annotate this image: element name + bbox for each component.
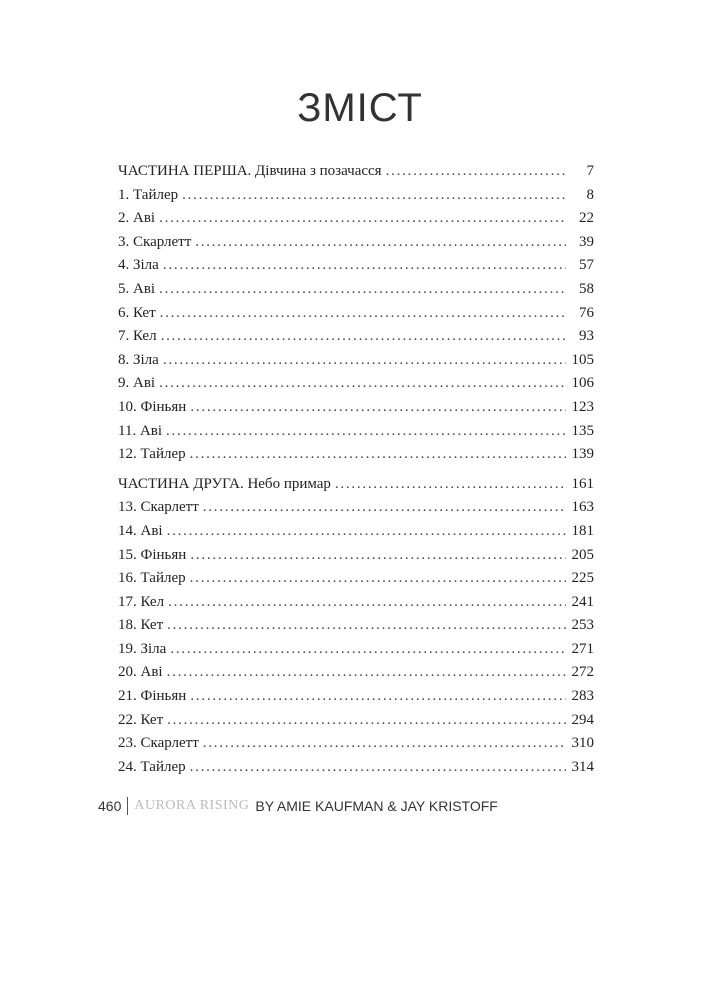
toc-leader-dots [203,732,566,756]
toc-chapter-row [118,496,594,520]
toc-part-row [118,473,594,497]
toc-leader-dots [161,325,566,349]
toc-chapter-label: 3. Скарлетт [118,233,192,250]
toc-page-number: 58 [579,280,594,297]
toc-part-label: ЧАСТИНА ПЕРША. Дівчина з позачасся [118,163,382,179]
toc-leader-dots [335,473,566,497]
toc-chapter-label: 23. Скарлетт [118,735,199,752]
toc-page-number: 294 [571,711,594,728]
toc-chapter-row [118,325,594,349]
toc-chapter-label: 15. Фіньян [118,546,187,563]
toc-chapter-row [118,302,594,326]
toc-chapter-label: 11. Аві [118,422,163,439]
toc-chapter-label: 17. Кел [118,593,165,610]
toc-chapter-label: 6. Кет [118,304,156,321]
toc-leader-dots [182,184,566,208]
toc-chapter-label: 9. Аві [118,375,156,392]
toc-chapter-label: 2. Аві [118,210,156,227]
toc-chapter-row [118,756,594,780]
toc-chapter-row [118,520,594,544]
toc-page-number: 161 [571,475,594,492]
toc-chapter-label: 10. Фіньян [118,398,187,415]
toc-chapter-row [118,732,594,756]
toc-chapter-label: 13. Скарлетт [118,499,199,516]
toc-leader-dots [170,638,566,662]
toc-page-number: 253 [571,617,594,634]
toc-leader-dots [190,685,566,709]
toc-chapter-row [118,396,594,420]
toc-page-number: 57 [579,257,594,274]
toc-page-number: 139 [571,446,594,463]
toc-chapter-row [118,420,594,444]
toc-chapter-label: 18. Кет [118,617,164,634]
toc-leader-dots [159,372,566,396]
toc-chapter-label: 1. Тайлер [118,186,179,203]
toc-chapter-label: 7. Кел [118,328,157,345]
toc-page-number: 283 [571,688,594,705]
toc-leader-dots [160,302,566,326]
toc-chapter-row [118,278,594,302]
toc-chapter-label: 12. Тайлер [118,446,186,463]
toc-page-number: 123 [571,398,594,415]
toc-part-row [118,160,594,184]
toc-leader-dots [159,207,566,231]
toc-part-label: ЧАСТИНА ДРУГА. Небо примар [118,475,331,492]
toc-chapter-row [118,349,594,373]
toc-leader-dots [167,709,566,733]
toc-leader-dots [203,496,566,520]
toc-leader-dots [159,278,566,302]
page-title: ЗМІСТ [297,86,423,130]
toc-chapter-label: 5. Аві [118,280,156,297]
toc-page-number: 310 [571,735,594,752]
toc-chapter-row [118,591,594,615]
toc-leader-dots [190,396,566,420]
toc-chapter-row [118,709,594,733]
toc-page-number: 135 [571,422,594,439]
toc-chapter-label: 21. Фіньян [118,688,187,705]
toc-chapter-row [118,614,594,638]
footer-authors: BY AMIE KAUFMAN & JAY KRISTOFF [255,798,498,814]
toc-chapter-row [118,544,594,568]
toc-chapter-row [118,661,594,685]
toc-page-number: 76 [579,304,594,321]
toc-leader-dots [190,443,566,467]
toc-leader-dots [167,614,566,638]
toc-leader-dots [190,756,566,780]
toc-page-number: 271 [571,640,594,657]
toc-page-number: 93 [579,328,594,345]
footer-book-title: AURORA RISING [134,798,250,813]
toc-page-number: 241 [571,593,594,610]
toc-page-number: 7 [586,163,594,179]
toc-leader-dots [166,420,566,444]
toc-chapter-row [118,372,594,396]
footer-page-number: 460 [98,798,122,814]
toc-chapter-label: 16. Тайлер [118,570,186,587]
toc-page-number: 22 [579,210,594,227]
toc-chapter-label: 4. Зіла [118,257,159,274]
toc-page-number: 163 [571,499,594,516]
toc-chapter-row [118,231,594,255]
toc-chapter-row [118,638,594,662]
toc-page-number: 314 [571,758,594,775]
toc-chapter-label: 8. Зіла [118,351,159,368]
toc-chapter-row [118,567,594,591]
toc-chapter-label: 19. Зіла [118,640,167,657]
toc-chapter-label: 20. Аві [118,664,163,681]
toc-chapter-row [118,184,594,208]
toc-leader-dots [163,254,566,278]
toc-page-number: 181 [571,522,594,539]
toc-chapter-row [118,254,594,278]
toc-chapter-row [118,685,594,709]
toc-chapter-row [118,443,594,467]
toc-leader-dots [167,661,566,685]
toc-page-number: 225 [571,570,594,587]
toc-leader-dots [163,349,566,373]
toc-leader-dots [195,231,566,255]
footer-divider [127,797,128,815]
toc-leader-dots [190,544,566,568]
toc-page-number: 105 [571,351,594,368]
toc-chapter-row [118,207,594,231]
toc-page-number: 272 [571,664,594,681]
toc-chapter-label: 14. Аві [118,522,163,539]
toc-page-number: 39 [579,233,594,250]
toc-page-number: 8 [586,186,594,203]
toc-leader-dots [167,520,566,544]
toc-leader-dots [386,160,566,184]
toc-page-number: 106 [571,375,594,392]
toc-page-number: 205 [571,546,594,563]
toc-chapter-label: 24. Тайлер [118,758,186,775]
toc-leader-dots [168,591,566,615]
toc-chapter-label: 22. Кет [118,711,164,728]
toc-leader-dots [190,567,566,591]
running-footer [98,797,498,815]
table-of-contents [118,160,594,779]
